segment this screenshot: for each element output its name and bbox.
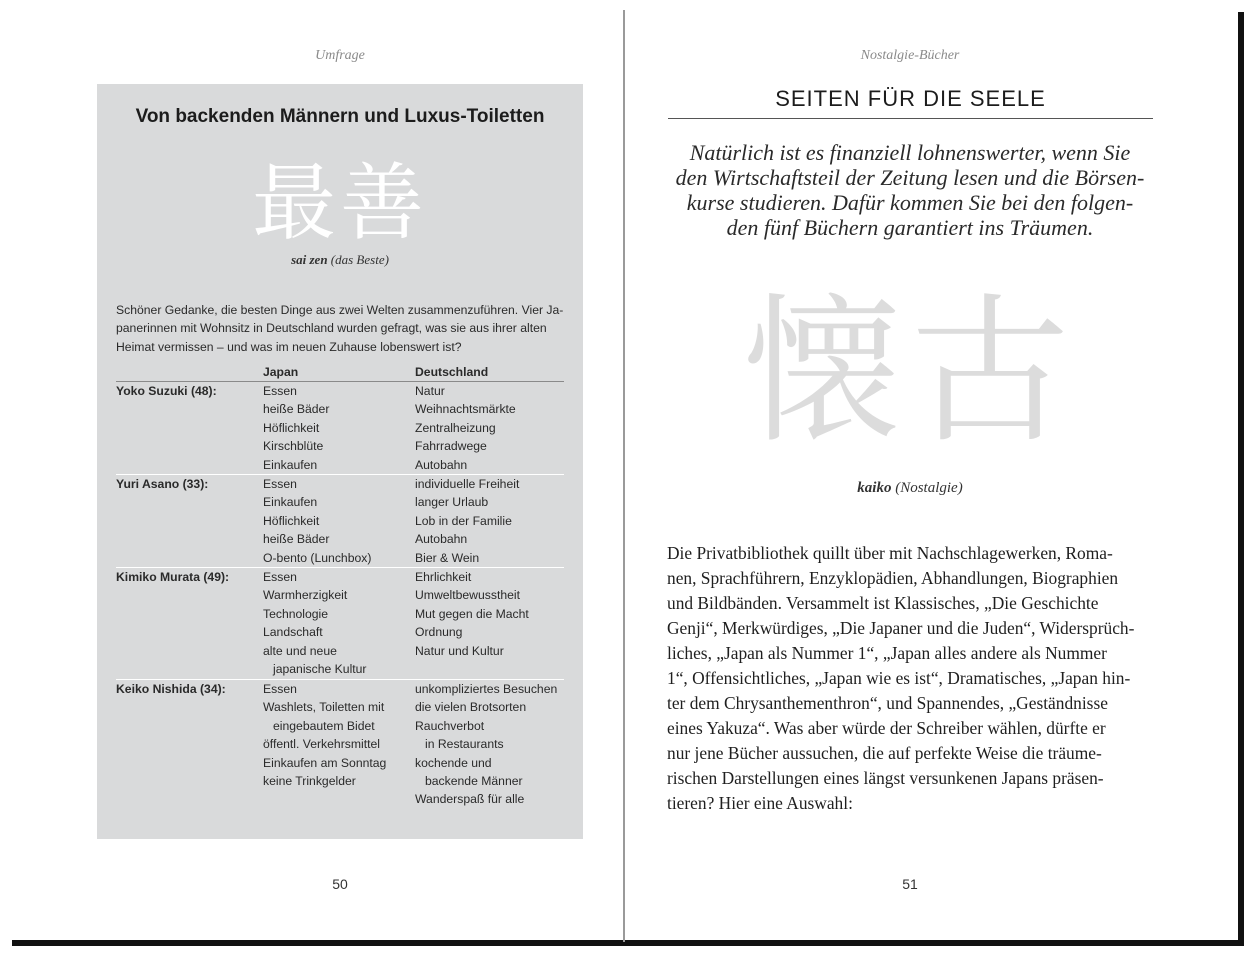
page-shadow-right [1238,12,1244,946]
list-item: eingebautem Bidet [273,718,375,733]
list-item: Höflichkeit [263,513,320,528]
body-paragraph [667,541,1157,816]
lead-line: den Wirtschaftsteil der Zeitung lesen und die Börsen- [675,165,1145,190]
list-item: heiße Bäder [263,532,330,547]
list-item: Zentralheizung [415,420,496,435]
list-item: Rauchverbot [415,718,485,733]
list-item: langer Urlaub [415,495,489,510]
list-item: O-bento (Lunchbox) [263,550,372,565]
page-shadow-bottom [12,940,1244,946]
list-item: alte und neue [263,643,337,658]
list-item: Einkaufen [263,495,318,510]
header-deutschland: Deutschland [415,365,489,379]
deutschland-column [415,568,567,660]
table-header [116,362,564,382]
reading-romaji: sai zen [291,252,328,267]
lead-line: kurse studieren. Dafür kommen Sie bei den folgen- [686,190,1134,215]
intro-line: Heimat vermissen – und was im neuen Zuhause lobenswert ist? [116,339,462,354]
list-item: keine Trinkgelder [263,774,356,789]
body-line: Die Privatbibliothek quillt über mit Nachschlagewerken, Roma- [667,543,1113,563]
reading-translation: (Nostalgie) [895,480,963,496]
table-row [116,568,564,680]
body-line: Genji“, Merkwürdiges, „Die Japaner und die Juden“, Widersprüch- [667,618,1135,638]
list-item: backende Männer [425,774,523,789]
list-item: Landschaft [263,625,323,640]
list-item: Autobahn [415,457,468,472]
intro-line: Schöner Gedanke, die besten Dinge aus zwei Welten zusammenzuführen. Vier Ja- [116,303,564,317]
header-japan: Japan [263,365,299,379]
japan-column [263,382,413,474]
left-running-head: Umfrage [315,48,365,63]
list-item: Umweltbewusstheit [415,588,520,603]
list-item: Weihnachtsmärkte [415,402,516,417]
list-item: Höflichkeit [263,420,320,435]
kanji-reading-left [240,252,440,268]
list-item: Bier & Wein [415,550,480,565]
lead-line: den fünf Büchern garantiert ins Träumen. [726,215,1094,240]
lead-line: Natürlich ist es finanziell lohnenswerter, wenn Sie [689,140,1131,165]
list-item: Wanderspaß für alle [415,792,525,807]
body-line: nur jene Bücher aussuchen, die auf perfekte Weise die träume- [667,743,1102,763]
body-line: 1“, Offensichtliches, „Japan wie es ist“, Dramatisches, „Japan hin- [667,668,1131,688]
list-item: Washlets, Toiletten mit [263,700,385,715]
body-line: rischen Darstellungen eines längst versunkenen Japans präsen- [667,768,1104,788]
person-name: Keiko Nishida (34): [116,682,226,696]
lead-paragraph [662,140,1158,240]
body-line: eines Yakuza“. Was aber würde der Schreiber wählen, dürfte er [667,718,1106,738]
table-row [116,680,564,810]
list-item: individuelle Freiheit [415,477,520,491]
list-item: Essen [263,384,297,398]
list-item: Mut gegen die Macht [415,606,529,621]
survey-intro [116,301,568,356]
intro-line: panerinnen mit Wohnsitz in Deutschland wurden gefragt, was sie aus ihrer alten [116,321,547,336]
list-item: Essen [263,682,297,696]
list-item: Essen [263,570,297,584]
deutschland-column [415,680,567,809]
list-item: Ehrlichkeit [415,570,472,584]
table-row [116,382,564,475]
right-page-number: 51 [902,876,918,892]
japan-column [263,475,413,567]
survey-table [116,362,564,810]
person-name: Kimiko Murata (49): [116,570,230,584]
list-item: öffentl. Verkehrsmittel [263,737,380,752]
list-item: Einkaufen [263,457,318,472]
body-line: und Bildbänden. Versammelt ist Klassisches, „Die Geschichte [667,593,1099,613]
list-item: Fahrradwege [415,439,487,454]
gutter-line [623,10,625,942]
deutschland-column [415,475,567,567]
japan-column [263,680,413,790]
right-running-head: Nostalgie-Bücher [860,48,960,63]
list-item: Natur und Kultur [415,643,504,658]
list-item: heiße Bäder [263,402,330,417]
list-item: Lob in der Familie [415,513,512,528]
japan-column [263,568,413,678]
list-item: Einkaufen am Sonntag [263,755,387,770]
list-item: unkompliziertes Besuchen [415,682,558,696]
body-line: nen, Sprachführern, Enzyklopädien, Abhandlungen, Biographien [667,568,1119,588]
list-item: Essen [263,477,297,491]
reading-translation: (das Beste) [330,252,389,267]
body-line: tieren? Hier eine Auswahl: [667,793,853,813]
list-item: in Restaurants [425,737,504,752]
list-item: die vielen Brotsorten [415,700,527,715]
section-title: SEITEN FÜR DIE SEELE [775,86,1046,111]
survey-box-title: Von backenden Männern und Luxus-Toiletten [135,106,545,127]
title-divider [668,118,1153,119]
list-item: Natur [415,384,445,398]
deutschland-column [415,382,567,474]
table-row [116,475,564,568]
left-page-number: 50 [332,876,348,892]
reading-romaji: kaiko [857,480,892,496]
person-name: Yuri Asano (33): [116,477,209,491]
list-item: Kirschblüte [263,439,324,454]
person-name: Yoko Suzuki (48): [116,384,217,398]
list-item: kochende und [415,755,492,770]
body-line: liches, „Japan als Nummer 1“, „Japan alles andere als Nummer [667,643,1107,663]
list-item: japanische Kultur [273,662,367,677]
list-item: Autobahn [415,532,468,547]
list-item: Technologie [263,606,329,621]
kanji-kaiko: 懐古 [741,278,1078,465]
body-line: ter dem Chrysanthementhron“, und Spannendes, „Geständnisse [667,693,1108,713]
kanji-saizen: 最善 [251,154,428,252]
list-item: Warmherzigkeit [263,588,348,603]
kanji-reading-right [760,480,1060,497]
list-item: Ordnung [415,625,463,640]
